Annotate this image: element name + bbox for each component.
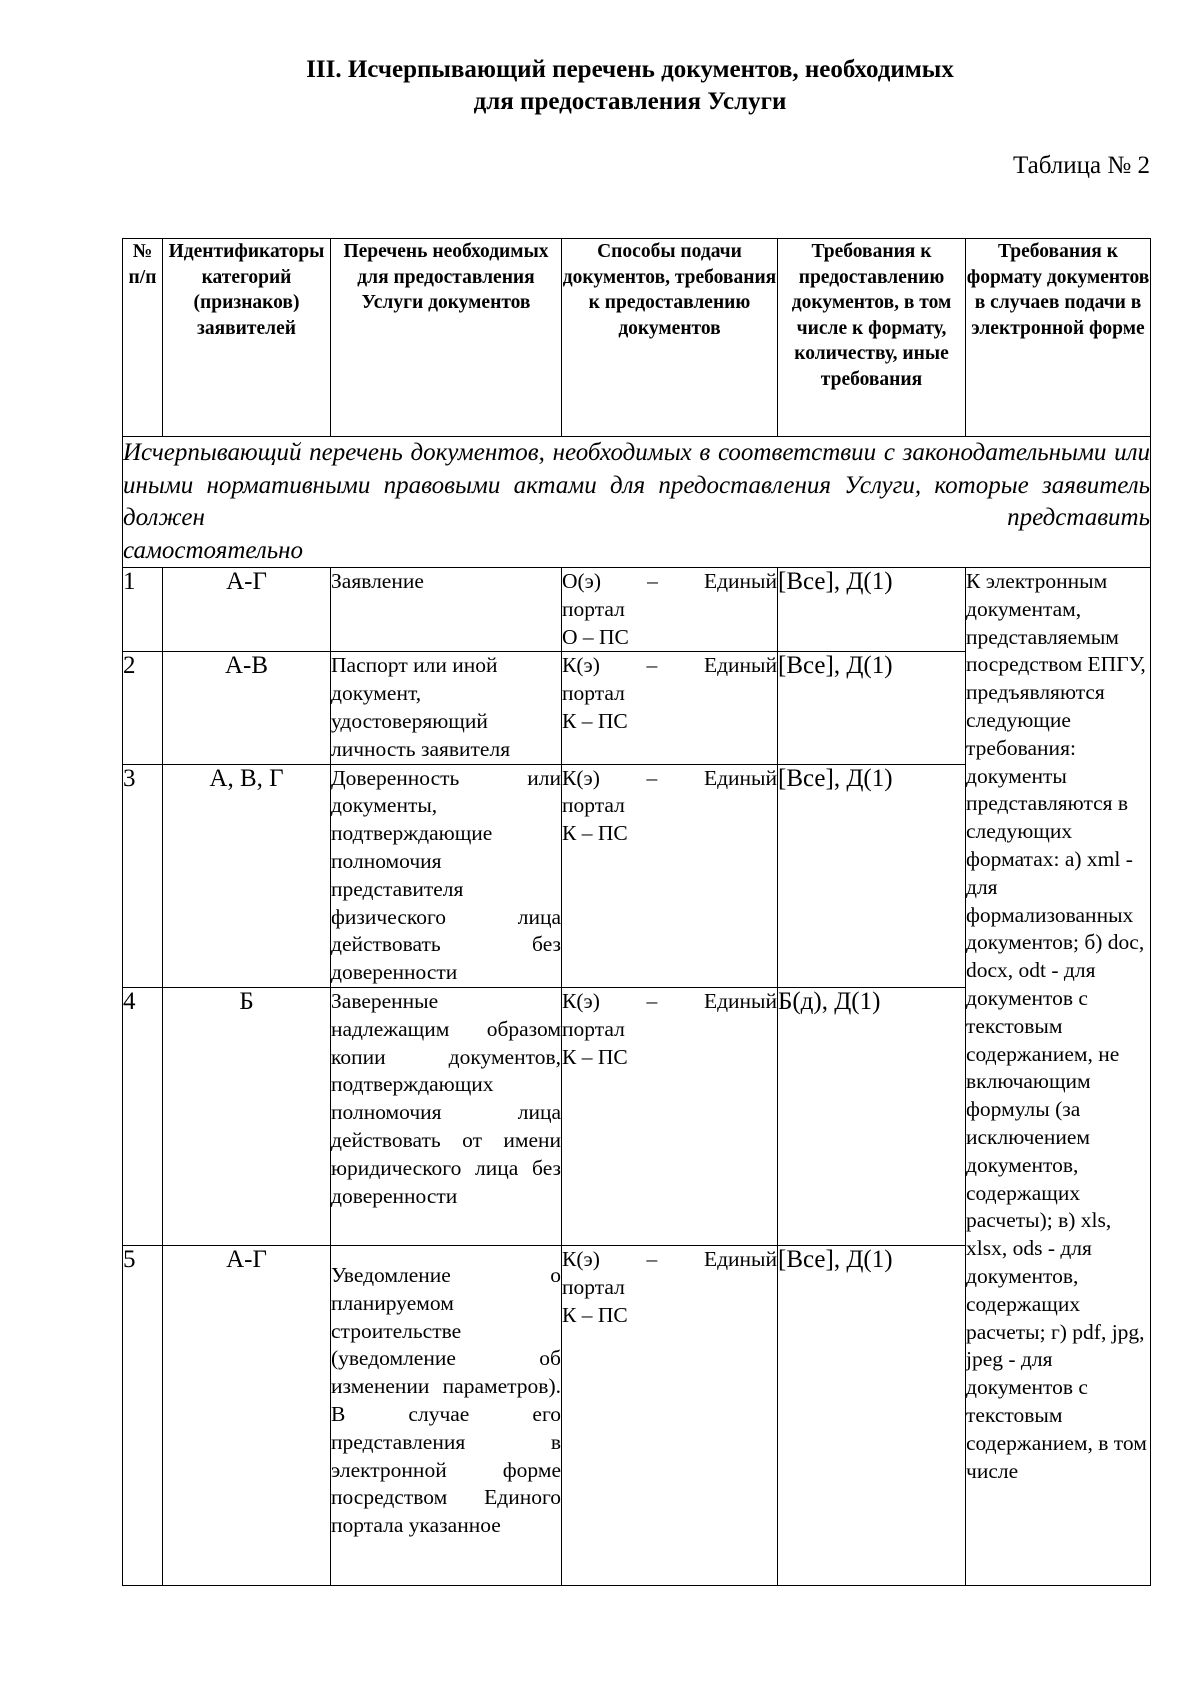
row-requirements: [Все], Д(1): [778, 1245, 966, 1585]
column-header-format: Требования к формату документов в случаев подачи в электронной форме: [966, 239, 1151, 437]
documents-table: [122, 238, 1151, 1586]
column-header-submission: Способы подачи документов, требования к предоставлению документов: [562, 239, 778, 437]
column-header-documents: Перечень необходимых для предоставления Услуги документов: [331, 239, 562, 437]
page-title: [230, 54, 1030, 118]
row-number: 4: [123, 987, 163, 1245]
column-header-num: № п/п: [123, 239, 163, 437]
row-number: 2: [123, 652, 163, 764]
row-submission: К(э) – Единый портал К – ПС: [562, 764, 778, 987]
row-document: Уведомление о планируемом строительстве (уведомление об изменении параметров). В случае его представления в электронной форме посредством Единого портала указанное: [331, 1245, 562, 1585]
column-header-category: Идентификаторы категорий (признаков) заявителей: [163, 239, 331, 437]
row-number: 3: [123, 764, 163, 987]
row-submission: К(э) – Единый портал К – ПС: [562, 987, 778, 1245]
row-requirements: [Все], Д(1): [778, 764, 966, 987]
row-requirements: Б(д), Д(1): [778, 987, 966, 1245]
row-submission: К(э) – Единый портал К – ПС: [562, 1245, 778, 1585]
row-category: А-В: [163, 652, 331, 764]
row-category: А, В, Г: [163, 764, 331, 987]
row-document: Паспорт или иной документ, удостоверяющий личность заявителя: [331, 652, 562, 764]
row-requirements: [Все], Д(1): [778, 652, 966, 764]
row-document: Заявление: [331, 568, 562, 652]
row-category: Б: [163, 987, 331, 1245]
table-row: [123, 568, 1151, 652]
row-category: А-Г: [163, 1245, 331, 1585]
row-number: 5: [123, 1245, 163, 1585]
title-line-2: для предоставления Услуги: [473, 88, 787, 115]
row-number: 1: [123, 568, 163, 652]
row-submission: К(э) – Единый портал К – ПС: [562, 652, 778, 764]
column-header-requirements: Требования к предоставлению документов, в том числе к формату, количеству, иные требования: [778, 239, 966, 437]
table-header-row: [123, 239, 1151, 437]
section-row: [123, 437, 1151, 568]
row-requirements: [Все], Д(1): [778, 568, 966, 652]
row-submission: О(э) – Единый портал О – ПС: [562, 568, 778, 652]
title-line-1: III. Исчерпывающий перечень документов, необходимых: [306, 56, 954, 83]
section-title: Исчерпывающий перечень документов, необходимых в соответствии с законодательными или иными нормативными правовыми актами для предоставления Услуги, которые заявитель должен представить самостоятельно: [123, 437, 1151, 568]
format-requirements: К электронным документам, представляемым посредством ЕПГУ, предъявляются следующие требования: документы представляются в следующих форматах: а) xml - для формализованных документов; б) doc, docx, odt - для документов с текстовым содержанием, не включающим формулы (за исключением документов, содержащих расчеты); в) xls, xlsx, ods - для документов, содержащих расчеты; г) pdf, jpg, jpeg - для документов с текстовым содержанием, в том числе: [966, 568, 1151, 1586]
section-title-last: самостоятельно: [123, 536, 304, 564]
row-document: Доверенность или документы, подтверждающие полномочия представителя физического лица действовать без доверенности: [331, 764, 562, 987]
row-document: Заверенные надлежащим образом копии документов, подтверждающих полномочия лица действовать от имени юридического лица без доверенности: [331, 987, 562, 1245]
table-number: Таблица № 2: [1012, 152, 1150, 179]
row-category: А-Г: [163, 568, 331, 652]
